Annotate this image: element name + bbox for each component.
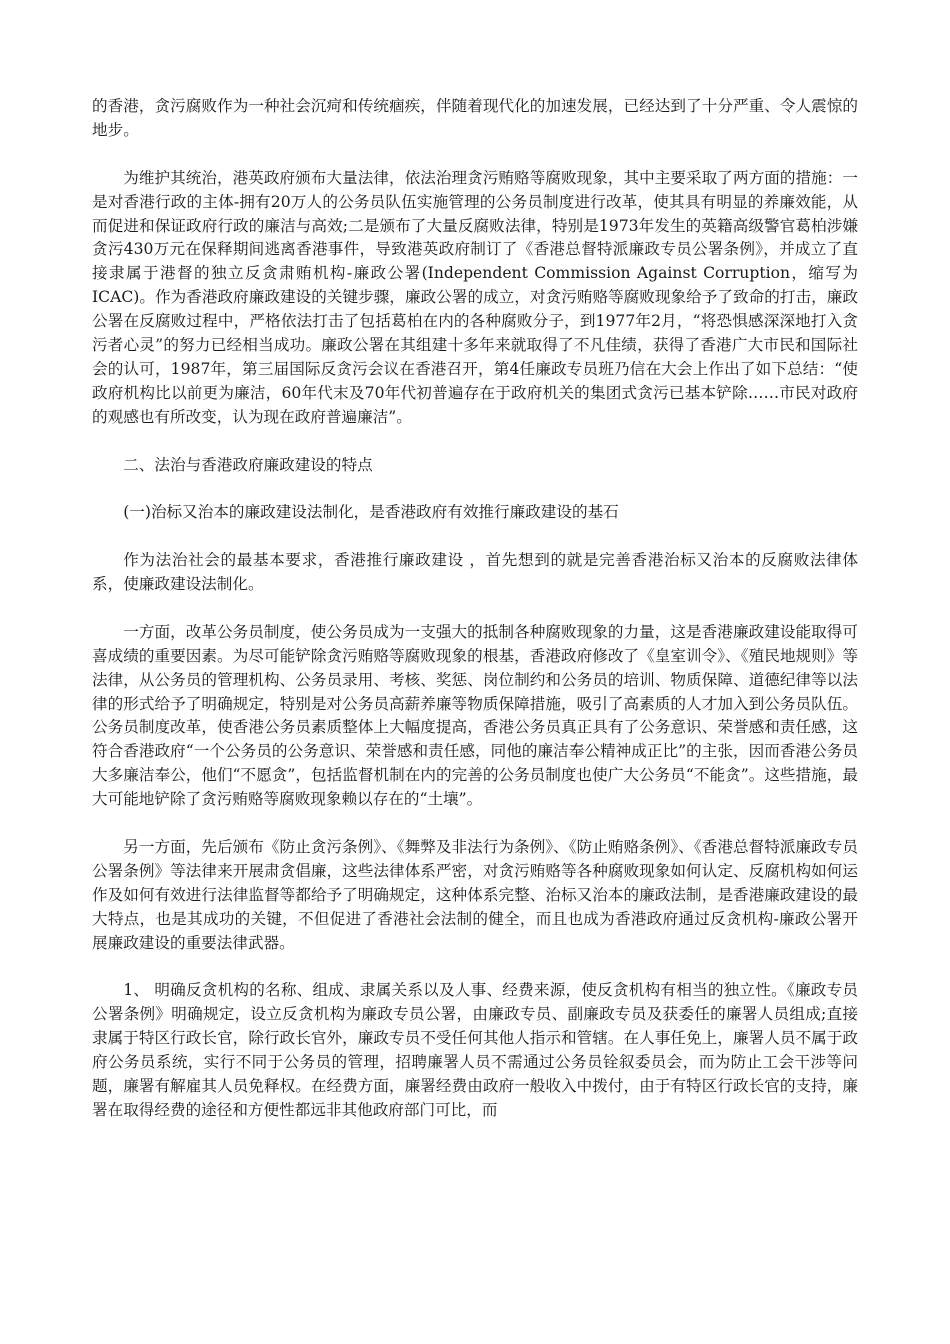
paragraph-rule-of-law: 作为法治社会的最基本要求，香港推行廉政建设 ，首先想到的就是完善香港治标又治本的反腐败法律体系，使廉政建设法制化。 (92, 551, 858, 594)
document-body (92, 95, 858, 1123)
paragraph-icac-independence: 1、 明确反贪机构的名称、组成、隶属关系以及人事、经费来源，使反贪机构有相当的独立性。《廉政专员公署条例》明确规定，设立反贪机构为廉政专员公署，由廉政专员、副廉政专员及获委任的廉署人员组成;直接隶属于特区行政长官，除行政长官外，廉政专员不受任何其他人指示和管辖。在人事任免上，廉署人员不属于政府公务员系统，实行不同于公务员的管理，招聘廉署人员不需通过公务员铨叙委员会，而为防止工会干涉等问题，廉署有解雇其人员免释权。在经费方面，廉署经费由政府一般收入中拨付，由于有特区行政长官的支持，廉署在取得经费的途径和方便性都远非其他政府部门可比，而 (92, 981, 858, 1119)
paragraph-opening-continuation: 的香港，贪污腐败作为一种社会沉疴和传统痼疾，伴随着现代化的加速发展，已经达到了十分严重、令人震惊的地步。 (92, 97, 858, 139)
paragraph-anti-corruption-laws: 另一方面，先后颁布《防止贪污条例》、《舞弊及非法行为条例》、《防止贿赂条例》、《香港总督特派廉政专员公署条例》等法律来开展肃贪倡廉，这些法律体系严密，对贪污贿赂等各种腐败现象如何认定、反腐机构如何运作及如何有效进行法律监督等都给予了明确规定，这种体系完整、治标又治本的廉政法制，是香港廉政建设的最大特点，也是其成功的关键，不但促进了香港社会法制的健全，而且也成为香港政府通过反贪机构-廉政公署开展廉政建设的重要法律武器。 (92, 838, 858, 952)
paragraph-civil-service-reform: 一方面，改革公务员制度，使公务员成为一支强大的抵制各种腐败现象的力量，这是香港廉政建设能取得可喜成绩的重要因素。为尽可能铲除贪污贿赂等腐败现象的根基，香港政府修改了《皇室训令》、《殖民地规则》等法律，从公务员的管理机构、公务员录用、考核、奖惩、岗位制约和公务员的培训、物质保障、道德纪律等以法律的形式给予了明确规定，特别是对公务员高薪养廉等物质保障措施，吸引了高素质的人才加入到公务员队伍。公务员制度改革，使香港公务员素质整体上大幅度提高，香港公务员真正具有了公务意识、荣誉感和责任感，这符合香港政府“一个公务员的公务意识、荣誉感和责任感，同他的廉洁奉公精神成正比”的主张，因而香港公务员大多廉洁奉公，他们“不愿贪”，包括监督机制在内的完善的公务员制度也使广大公务员“不能贪”。这些措施，最大可能地铲除了贪污贿赂等腐败现象赖以存在的“土壤”。 (92, 622, 858, 809)
subsection-heading: (一)治标又治本的廉政建设法制化，是香港政府有效推行廉政建设的基石 (123, 503, 619, 522)
section-heading: 二、法治与香港政府廉政建设的特点 (123, 455, 373, 474)
paragraph-legal-measures: 为维护其统治，港英政府颁布大量法律，依法治理贪污贿赂等腐败现象，其中主要采取了两方面的措施：一是对香港行政的主体-拥有20万人的公务员队伍实施管理的公务员制度进行改革，使其具有明显的养廉效能，从而促进和保证政府行政的廉洁与高效;二是颁布了大量反腐败法律，特别是1973年发生的英籍高级警官葛柏涉嫌贪污430万元在保释期间逃离香港事件，导致港英政府制订了《香港总督特派廉政专员公署条例》，并成立了直接隶属于港督的独立反贪肃贿机构-廉政公署(Independent Commission Against Corruption，缩写为ICAC)。作为香港政府廉政建设的关键步骤，廉政公署的成立，对贪污贿赂等腐败现象给予了致命的打击，廉政公署在反腐败过程中，严格依法打击了包括葛柏在内的各种腐败分子，到1977年2月，“将恐惧感深深地打入贪污者心灵”的努力已经相当成功。廉政公署在其组建十多年来就取得了不凡佳绩，获得了香港广大市民和国际社会的认可，1987年，第三届国际反贪污会议在香港召开，第4任廉政专员班乃信在大会上作出了如下总结：“使政府机构比以前更为廉洁，60年代末及70年代初普遍存在于政府机关的集团式贪污已基本铲除……市民对政府的观感也有所改变，认为现在政府普遍廉洁”。 (92, 168, 858, 426)
